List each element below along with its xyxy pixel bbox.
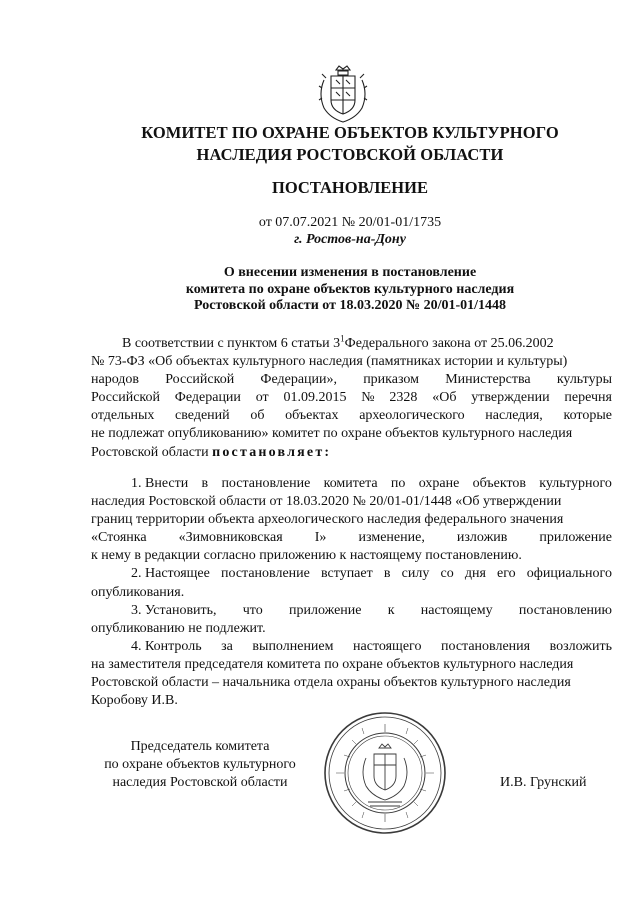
justified-word: утверждении bbox=[471, 390, 550, 406]
justified-word: 2328 bbox=[389, 390, 418, 406]
signatory-name: И.В. Грунский bbox=[500, 775, 587, 790]
justified-word: от bbox=[255, 390, 269, 406]
justified-word: № bbox=[361, 390, 375, 406]
rostov-region-coat-of-arms-icon bbox=[316, 64, 370, 126]
justified-word: приказом bbox=[363, 372, 420, 388]
justified-word: настоящего bbox=[353, 638, 422, 654]
justified-word: культуры bbox=[556, 372, 612, 388]
justified-word: постановление bbox=[221, 476, 311, 491]
preamble-line: № 73-ФЗ «Об объектах культурного наследия (памятниках истории и культуры) bbox=[91, 354, 568, 370]
subject-line3: Ростовской области от 18.03.2020 № 20/01-01/1448 bbox=[193, 298, 507, 313]
preamble-paragraph bbox=[91, 335, 612, 462]
justified-word: приложение bbox=[288, 602, 362, 618]
justified-word: к bbox=[387, 602, 395, 618]
justified-word: выполнением bbox=[252, 638, 334, 654]
document-city: г. Ростов-на-Дону bbox=[294, 232, 406, 247]
committee-title-line1: КОМИТЕТ ПО ОХРАНЕ ОБЪЕКТОВ КУЛЬТУРНОГО bbox=[141, 123, 559, 142]
item-4-line: на заместителя председателя комитета по охране объектов культурного наследия bbox=[91, 656, 574, 672]
justified-word: Федерации bbox=[174, 390, 241, 406]
justified-word: постановление bbox=[221, 566, 310, 582]
item-1-line: к нему в редакции согласно приложению к настоящему постановлению. bbox=[91, 548, 522, 564]
article-superscript: 1 bbox=[340, 333, 345, 344]
preamble-line bbox=[91, 407, 612, 425]
item-1-line: наследия Ростовской области от 18.03.2020 № 20/01-01/1448 «Об утверждении bbox=[91, 494, 562, 510]
item-1-line: границ территории объекта археологического наследия федерального значения bbox=[91, 512, 564, 528]
item-4-line bbox=[91, 638, 612, 656]
justified-word: изложив bbox=[456, 530, 508, 546]
item-3-line: опубликованию не подлежит. bbox=[91, 620, 266, 636]
preamble-line bbox=[91, 335, 612, 353]
justified-word: по bbox=[390, 476, 406, 491]
justified-word: охране bbox=[418, 476, 460, 491]
justified-word: силу bbox=[401, 566, 430, 582]
position-line1: Председатель комитета bbox=[130, 739, 270, 754]
justified-word: «Стоянка bbox=[91, 530, 147, 546]
justified-word: 01.09.2015 bbox=[283, 390, 347, 406]
preamble-text: Ростовской области bbox=[91, 444, 209, 460]
item-2-line: опубликования. bbox=[91, 584, 185, 600]
preamble-line: не подлежат опубликованию» комитет по охране объектов культурного наследия bbox=[91, 426, 573, 442]
justified-word: культурного bbox=[539, 476, 612, 491]
position-line2: по охране объектов культурного bbox=[104, 757, 296, 772]
justified-word: археологического bbox=[359, 408, 465, 424]
item-3-line bbox=[91, 602, 612, 620]
document-date-number: от 07.07.2021 № 20/01-01/1735 bbox=[258, 215, 442, 230]
subject-line1: О внесении изменения в постановление bbox=[223, 265, 477, 280]
justified-word: постановлению bbox=[518, 602, 612, 618]
justified-word: народов bbox=[91, 372, 140, 388]
justified-word: приложение bbox=[539, 530, 612, 546]
position-line3: наследия Ростовской области bbox=[112, 775, 288, 790]
preamble-line bbox=[91, 389, 612, 407]
justified-word: наследия, bbox=[485, 408, 543, 424]
item-1-line bbox=[91, 475, 612, 493]
justified-word: официального bbox=[526, 566, 612, 582]
justified-word: об bbox=[250, 408, 265, 424]
preamble-line bbox=[91, 371, 612, 389]
justified-word: перечня bbox=[564, 390, 612, 406]
justified-word: вступает bbox=[321, 566, 373, 582]
justified-word: объектов bbox=[472, 476, 526, 491]
justified-word: Федерации», bbox=[260, 372, 338, 388]
justified-word: в bbox=[201, 476, 209, 491]
justified-word: сведений bbox=[175, 408, 230, 424]
justified-word: что bbox=[242, 602, 263, 618]
preamble-line bbox=[91, 444, 612, 462]
document-type: ПОСТАНОВЛЕНИЕ bbox=[272, 178, 428, 197]
item-4-line: Коробову И.В. bbox=[91, 693, 178, 709]
justified-word: со bbox=[440, 566, 454, 582]
justified-word: которые bbox=[563, 408, 612, 424]
item-4-line: Ростовской области – начальника отдела охраны объектов культурного наследия bbox=[91, 675, 571, 691]
item-1-line bbox=[91, 529, 612, 547]
justified-word: I» bbox=[314, 530, 327, 546]
justified-word: настоящему bbox=[420, 602, 493, 618]
subject-line2: комитета по охране объектов культурного наследия bbox=[185, 281, 515, 297]
resolution-items bbox=[91, 475, 612, 710]
document-subject bbox=[60, 265, 640, 315]
justified-word: объектах bbox=[285, 408, 339, 424]
justified-word: Российской bbox=[165, 372, 235, 388]
resolves-word: постановляет: bbox=[212, 444, 332, 460]
justified-word: Российской bbox=[91, 390, 160, 406]
committee-title bbox=[60, 122, 640, 166]
justified-word: «Зимовниковская bbox=[178, 530, 283, 546]
justified-word: Министерства bbox=[445, 372, 531, 388]
justified-word: изменение, bbox=[358, 530, 425, 546]
preamble-text: Федерального закона от 25.06.2002 bbox=[344, 336, 554, 351]
justified-word: за bbox=[221, 638, 233, 654]
preamble-text: В соответствии с пунктом 6 статьи 3 bbox=[122, 336, 341, 351]
item-2-line bbox=[91, 565, 612, 583]
justified-word: 4. Контроль bbox=[131, 638, 202, 654]
justified-word: 3. Установить, bbox=[131, 602, 217, 618]
justified-word: дня bbox=[464, 566, 486, 582]
signatory-position bbox=[94, 738, 306, 792]
justified-word: 1. Внести bbox=[131, 476, 189, 491]
justified-word: в bbox=[383, 566, 391, 582]
justified-word: 2. Настоящее bbox=[131, 566, 210, 582]
justified-word: его bbox=[497, 566, 516, 582]
committee-title-line2: НАСЛЕДИЯ РОСТОВСКОЙ ОБЛАСТИ bbox=[196, 145, 504, 164]
justified-word: отдельных bbox=[91, 408, 155, 424]
justified-word: комитета bbox=[323, 476, 378, 491]
justified-word: постановления bbox=[440, 638, 531, 654]
official-round-seal-icon bbox=[322, 710, 448, 836]
justified-word: возложить bbox=[549, 638, 612, 654]
justified-word: «Об bbox=[432, 390, 457, 406]
